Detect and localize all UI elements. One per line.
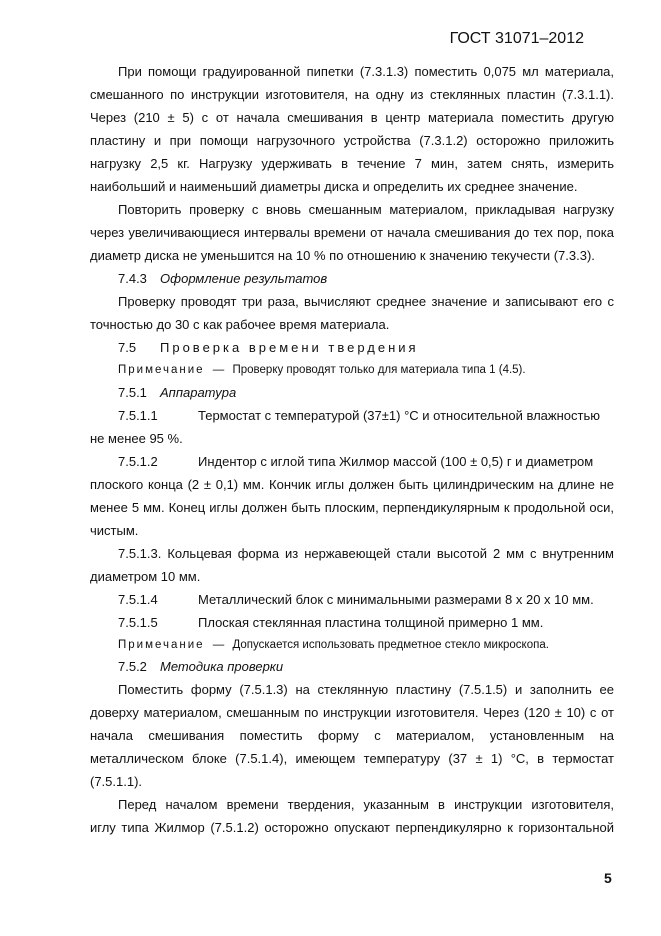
text-line: чистым. bbox=[90, 523, 139, 538]
text-line: 7.5.1.3. Кольцевая форма из нержавеющей стали высотой 2 мм с внутренним bbox=[118, 546, 614, 561]
text-line: Проверку проводят три раза, вычисляют среднее значение и записывают его с bbox=[118, 294, 614, 309]
text-line: не менее 95 %. bbox=[90, 431, 183, 446]
text-line: Индентор с иглой типа Жилмор массой (100 ± 0,5) г и диаметром bbox=[198, 454, 594, 469]
section-title: Аппаратура bbox=[160, 385, 237, 400]
text-line: диаметром 10 мм. bbox=[90, 569, 201, 584]
text-line: плоского конца (2 ± 0,1) мм. Кончик иглы должен быть цилиндрическим на длине не bbox=[90, 477, 614, 492]
text-line: Термостат с температурой (37±1) °С и относительной влажностью bbox=[198, 408, 600, 423]
section-title: Оформление результатов bbox=[160, 271, 328, 286]
item-number: 7.5.1.4 bbox=[118, 592, 158, 607]
section-number: 7.5.1 bbox=[118, 385, 147, 400]
item-number: 7.5.1.1 bbox=[118, 408, 158, 423]
text-line: Поместить форму (7.5.1.3) на стеклянную пластину (7.5.1.5) и заполнить ее bbox=[118, 682, 614, 697]
section-number: 7.4.3 bbox=[118, 271, 147, 286]
section-number: 7.5.2 bbox=[118, 659, 147, 674]
document-header: ГОСТ 31071–2012 bbox=[449, 30, 584, 47]
text-line: через увеличивающиеся интервалы времени от начала смешивания до тех пор, пока bbox=[90, 225, 614, 240]
note-dash: — bbox=[212, 639, 225, 651]
text-line: нагрузку 2,5 кг. Нагрузку удерживать в течение 7 мин, затем снять, измерить bbox=[90, 156, 614, 171]
note bbox=[118, 637, 549, 653]
text-line: Металлический блок с минимальными размерами 8 х 20 х 10 мм. bbox=[198, 592, 594, 607]
text-line: Повторить проверку с вновь смешанным материалом, прикладывая нагрузку bbox=[118, 202, 614, 217]
note-text: Допускается использовать предметное стекло микроскопа. bbox=[232, 639, 549, 651]
text-line: (7.5.1.1). bbox=[90, 774, 143, 789]
text-line: менее 5 мм. Конец иглы должен быть плоским, перпендикулярным к продольной оси, bbox=[90, 500, 614, 515]
text-line: наибольший и наименьший диаметры диска и определить их среднее значение. bbox=[90, 179, 578, 194]
text-line: диаметр диска не уменьшится на 10 % по отношению к значению текучести (7.3.3). bbox=[90, 248, 595, 263]
section-number: 7.5 bbox=[118, 340, 137, 355]
text-line: При помощи градуированной пипетки (7.3.1.3) поместить 0,075 мл материала, bbox=[118, 64, 614, 79]
note-label: Примечание bbox=[118, 639, 205, 651]
text-line: Плоская стеклянная пластина толщиной примерно 1 мм. bbox=[198, 615, 544, 630]
section-title: Методика проверки bbox=[160, 659, 284, 674]
text-line: Через (210 ± 5) с от начала смешивания в центр материала поместить другую bbox=[90, 110, 614, 125]
note-text: Проверку проводят только для материала типа 1 (4.5). bbox=[232, 364, 526, 376]
item-number: 7.5.1.5 bbox=[118, 615, 158, 630]
text-line: металлическом блоке (7.5.1.4), имеющем температуру (37 ± 1) °С, в термостат bbox=[90, 751, 614, 766]
text-line: начала смешивания поместить форму с материалом, установленным на bbox=[90, 728, 614, 743]
text-line: пластину и при помощи нагрузочного устройства (7.3.1.2) осторожно приложить bbox=[90, 133, 614, 148]
section-title: Проверка времени твердения bbox=[160, 340, 419, 355]
text-line: доверху материалом, смешанным по инструкции изготовителя. Через (120 ± 10) с от bbox=[90, 705, 614, 720]
text-line: иглу типа Жилмор (7.5.1.2) осторожно опускают перпендикулярно к горизонтальной bbox=[90, 820, 614, 835]
text-line: Перед началом времени твердения, указанным в инструкции изготовителя, bbox=[118, 797, 614, 812]
note-dash: — bbox=[212, 364, 225, 376]
note-label: Примечание bbox=[118, 364, 205, 376]
page-number: 5 bbox=[604, 870, 612, 886]
text-line: точностью до 30 с как рабочее время материала. bbox=[90, 317, 390, 332]
note bbox=[118, 362, 526, 378]
item-number: 7.5.1.2 bbox=[118, 454, 158, 469]
text-line: смешанного по инструкции изготовителя, на одну из стеклянных пластин (7.3.1.1). bbox=[90, 87, 614, 102]
